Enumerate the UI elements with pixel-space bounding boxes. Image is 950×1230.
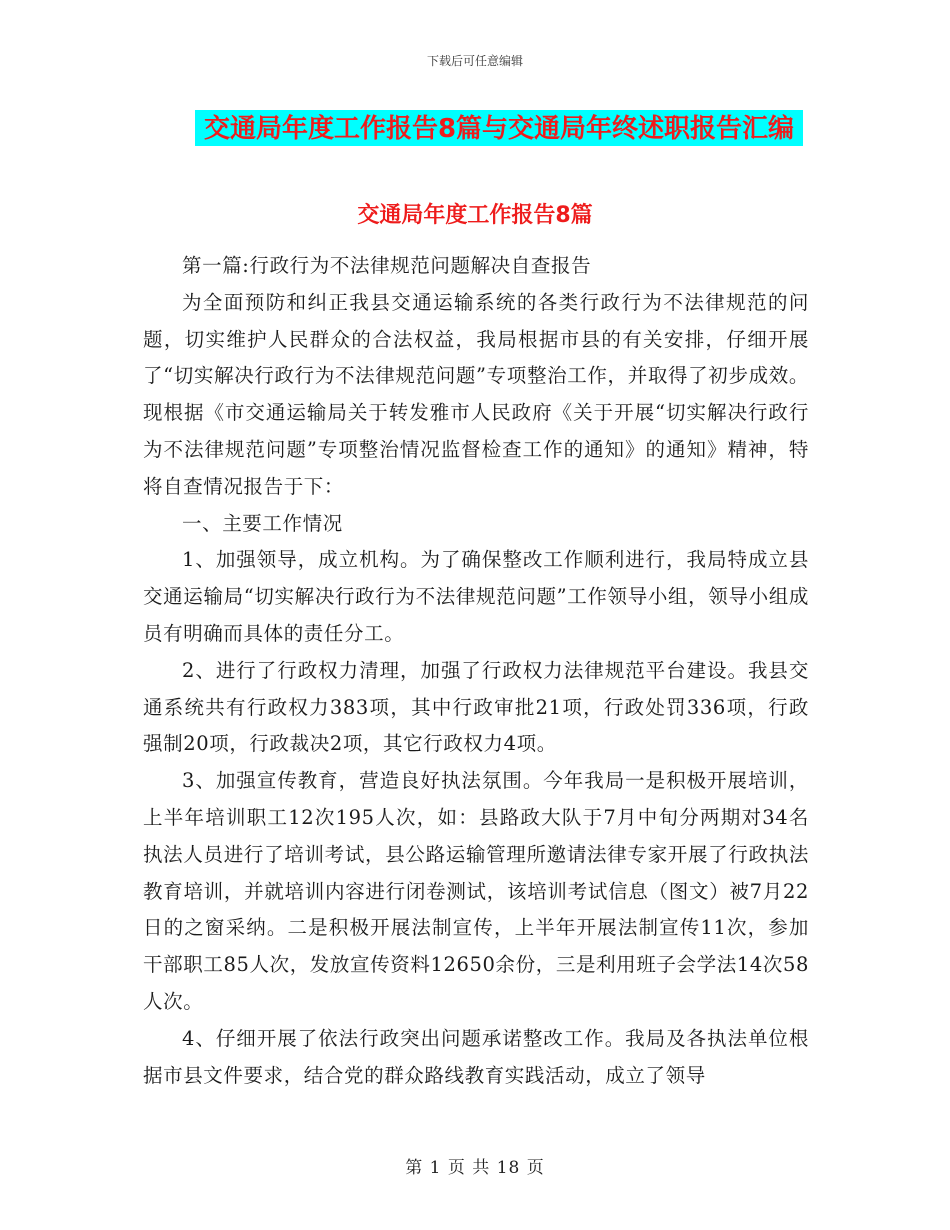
- paragraph: 1、加强领导，成立机构。为了确保整改工作顺利进行，我局特成立县交通运输局“切实解决行政行为不法律规范问题”工作领导小组，领导小组成员有明确而具体的责任分工。: [143, 548, 809, 645]
- document-body: [143, 248, 809, 1094]
- section-heading: 一、主要工作情况: [182, 511, 343, 535]
- paragraph: 3、加强宣传教育，营造良好执法氛围。今年我局一是积极开展培训，上半年培训职工12次195人次，如：县路政大队于7月中旬分两期对34名执法人员进行了培训考试，县公路运输管理所邀请法律专家开展了行政执法教育培训，并就培训内容进行闭卷测试，该培训考试信息（图文）被7月22日的之窗采纳。二是积极开展法制宣传，上半年开展法制宣传11次，参加干部职工85人次，发放宣传资料12650余份，三是利用班子会学法14次58人次。: [143, 769, 809, 1013]
- paragraph: 4、仔细开展了依法行政突出问题承诺整改工作。我局及各执法单位根据市县文件要求，结合党的群众路线教育实践活动，成立了领导: [143, 1026, 809, 1087]
- header-note: 下载后可任意编辑: [426, 54, 523, 68]
- section-title: 交通局年度工作报告8篇: [357, 203, 593, 228]
- paragraph: 为全面预防和纠正我县交通运输系统的各类行政行为不法律规范的问题，切实维护人民群众的合法权益，我局根据市县的有关安排，仔细开展了“切实解决行政行为不法律规范问题”专项整治工作，并取得了初步成效。现根据《市交通运输局关于转发雅市人民政府《关于开展“切实解决行政行为不法律规范问题”专项整治情况监督检查工作的通知》的通知》精神，特将自查情况报告于下：: [143, 290, 809, 498]
- paragraph: 2、进行了行政权力清理，加强了行政权力法律规范平台建设。我县交通系统共有行政权力383项，其中行政审批21项，行政处罚336项，行政强制20项，行政裁决2项，其它行政权力4项。: [143, 658, 809, 756]
- page-number-footer: 第 1 页 共 18 页: [405, 1158, 545, 1178]
- chapter-heading: 第一篇:行政行为不法律规范问题解决自查报告: [182, 254, 592, 277]
- document-main-title: 交通局年度工作报告8篇与交通局年终述职报告汇编: [203, 114, 795, 144]
